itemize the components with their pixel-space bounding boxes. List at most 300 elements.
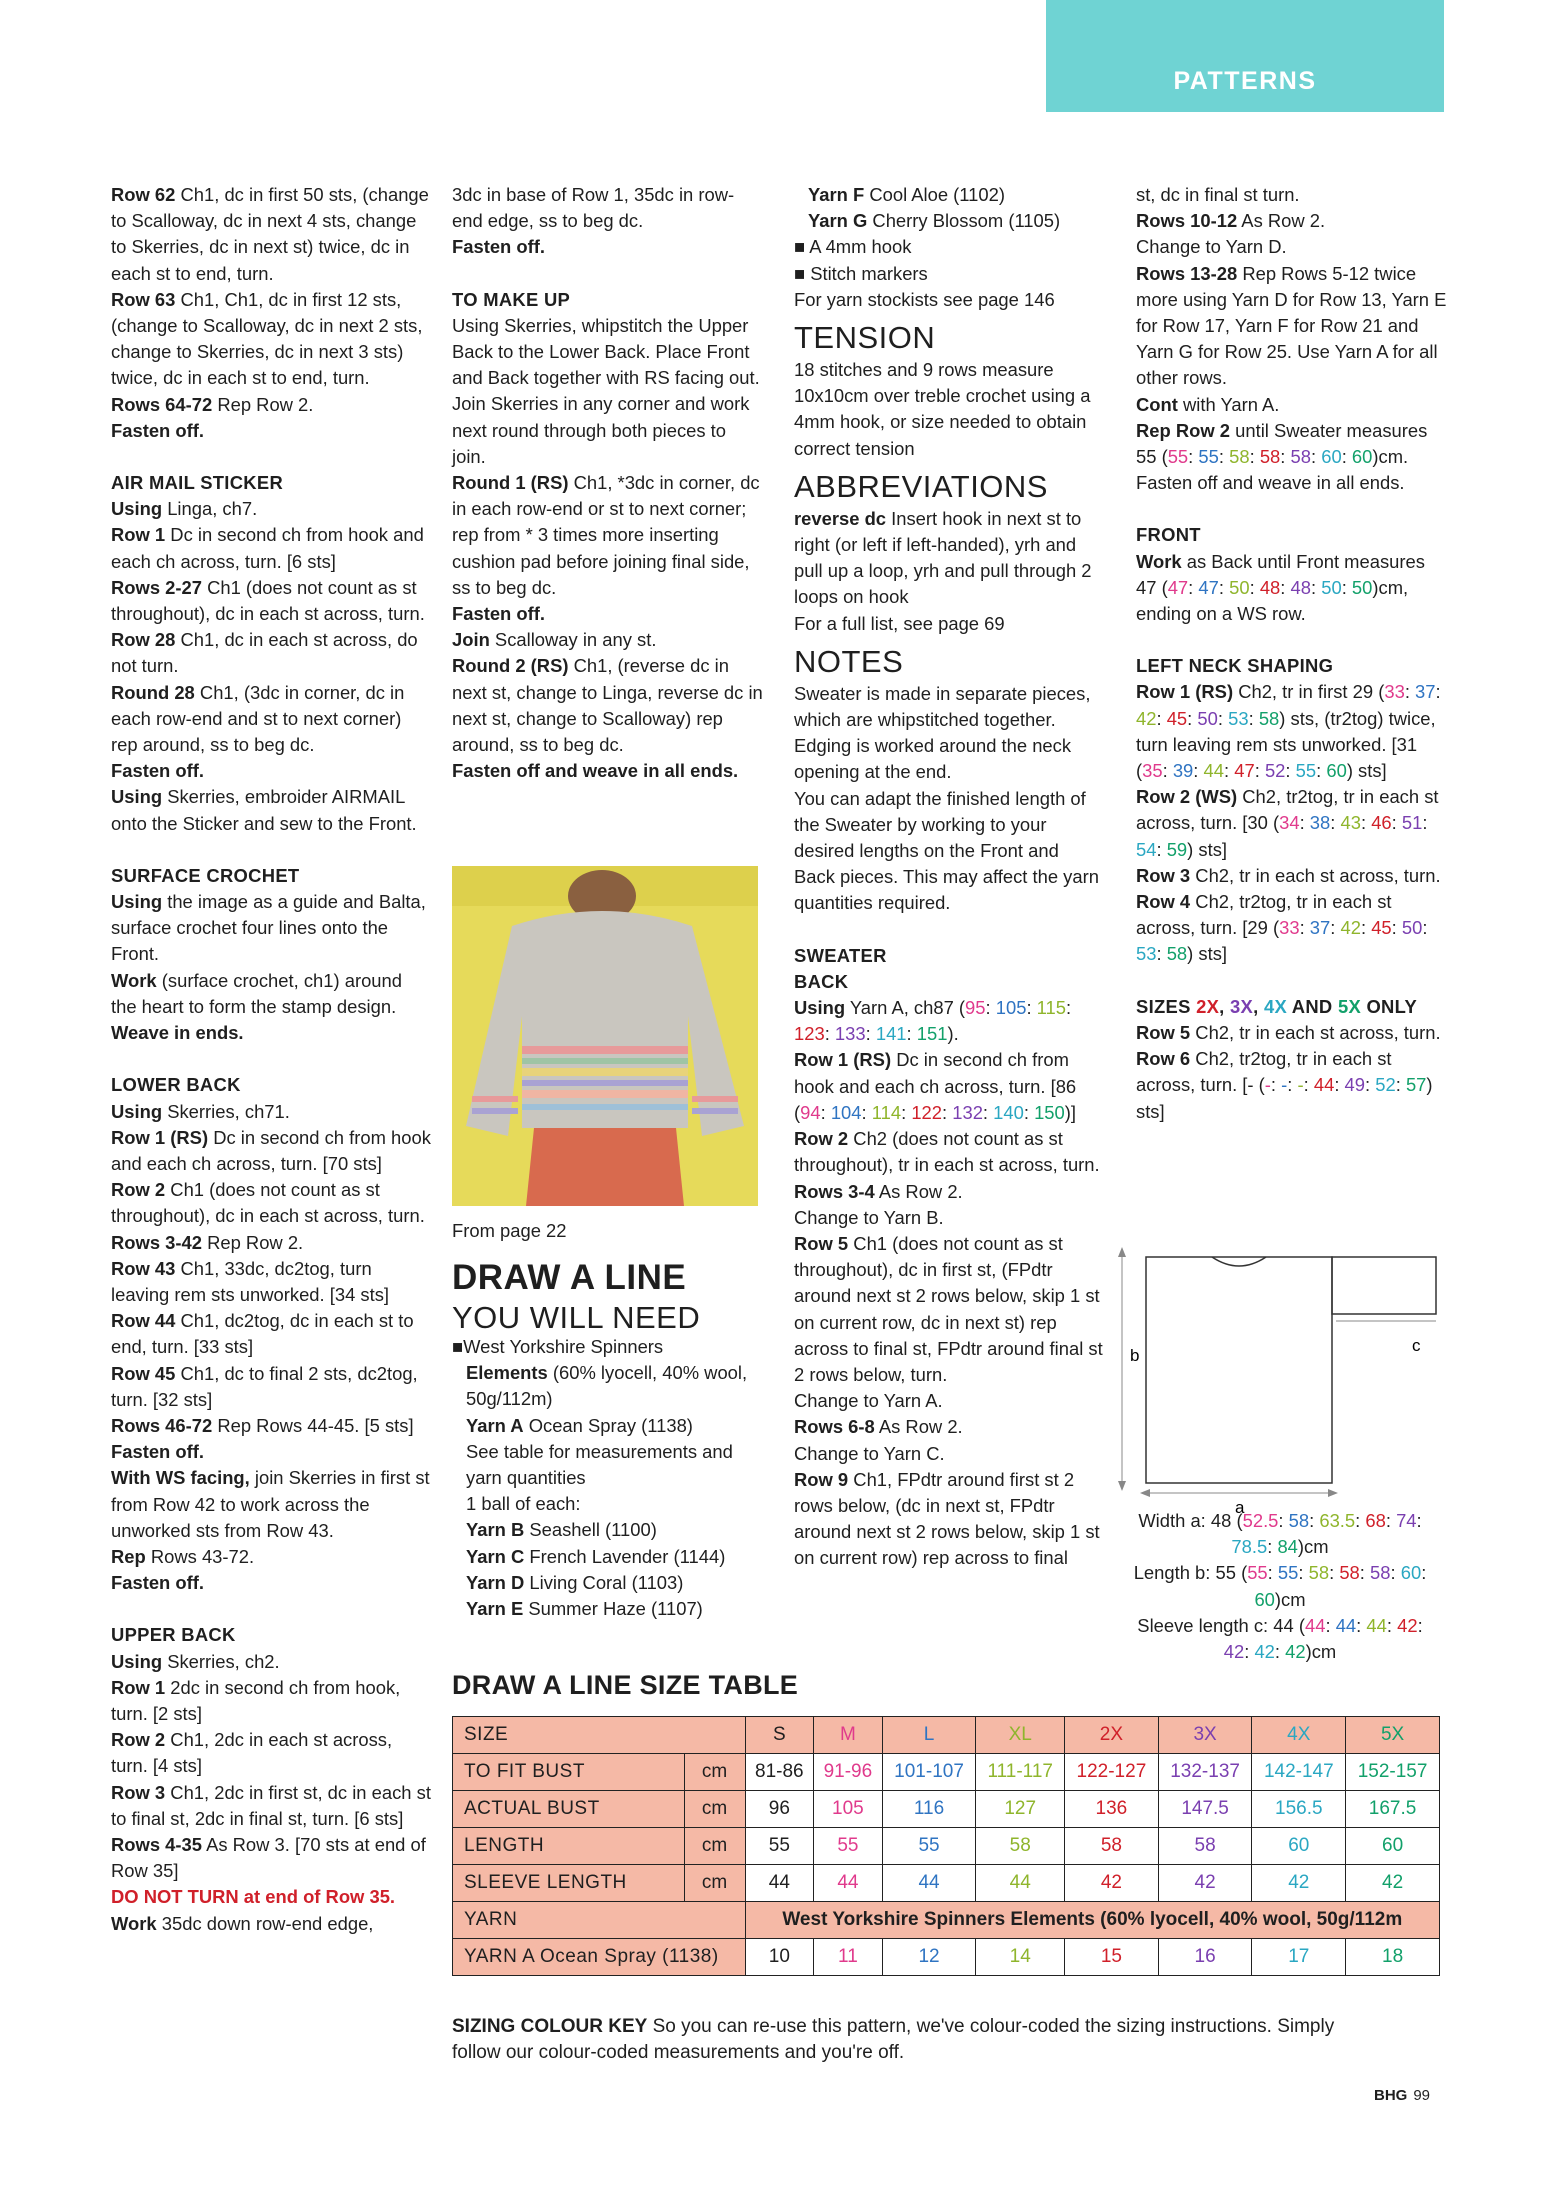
spacer xyxy=(111,837,431,863)
instruction xyxy=(794,287,1104,313)
instruction-label: Cont xyxy=(1136,393,1178,415)
instruction-label: Yarn F xyxy=(808,184,865,205)
instruction xyxy=(111,1439,431,1465)
instruction xyxy=(111,1256,431,1308)
instruction-text: Rep Rows 44-45. [5 sts] xyxy=(212,1414,414,1436)
instruction xyxy=(111,1361,431,1413)
instruction xyxy=(111,680,431,759)
size-value: 47 xyxy=(1198,576,1219,598)
table-cell: 91-96 xyxy=(814,1754,883,1791)
size-value: 51 xyxy=(1401,812,1423,834)
instruction-text: For yarn stockists see page 146 xyxy=(794,288,1055,310)
size-value: 33 xyxy=(1279,917,1300,939)
instruction-label: Rep xyxy=(111,1545,146,1567)
instruction-label: Fasten off. xyxy=(452,236,545,258)
table-cell: 58 xyxy=(1158,1828,1252,1865)
table-row xyxy=(453,1865,1440,1902)
instruction-text: Ch2, tr2tog, tr in each st across, turn. [29 ( xyxy=(1136,891,1392,939)
instruction-label: Row 43 xyxy=(111,1257,176,1279)
instruction-label: Row 1 xyxy=(111,1676,166,1698)
instruction-text: Linga, ch7. xyxy=(162,498,258,520)
size-value: 55 xyxy=(1247,1562,1268,1584)
section-heading: LEFT NECK SHAPING xyxy=(1136,655,1334,677)
instruction-label: reverse dc xyxy=(794,507,887,529)
material-item xyxy=(452,1360,752,1412)
instruction xyxy=(794,1467,1104,1572)
instruction xyxy=(111,182,431,287)
instruction-label: Rows 3-4 xyxy=(794,1180,875,1202)
size-value: 58 xyxy=(1370,1562,1391,1584)
size-value: 45 xyxy=(1371,917,1392,939)
sweater-photo xyxy=(452,866,758,1206)
instruction-label: ■ xyxy=(794,262,806,284)
size-label: 4X xyxy=(1263,995,1288,1017)
table-cell: 55 xyxy=(882,1828,976,1865)
size-value: 44 xyxy=(1366,1614,1387,1636)
table-header-row xyxy=(453,1717,1440,1754)
instruction-label: Row 1 (RS) xyxy=(794,1049,892,1071)
size-value: 34 xyxy=(1279,812,1300,834)
table-cell: 55 xyxy=(745,1828,814,1865)
table-cell: 96 xyxy=(745,1791,814,1828)
materials-list xyxy=(452,1334,752,1622)
size-value: 53 xyxy=(1136,943,1157,965)
instruction-text: Ch1, dc2tog, dc in each st to end, turn. [33 sts] xyxy=(111,1310,414,1358)
material-text: Seashell (1100) xyxy=(524,1519,657,1541)
size-value: 37 xyxy=(1309,917,1331,939)
spacer xyxy=(1136,968,1448,994)
instruction xyxy=(794,1414,1104,1440)
size-value: 58 xyxy=(1290,446,1311,468)
instruction-label: ■ xyxy=(794,236,806,258)
size-value: 58 xyxy=(1166,943,1188,965)
table-row xyxy=(453,1828,1440,1865)
instruction-text: As Row 2. xyxy=(1237,210,1326,232)
instruction-label: Rows 13-28 xyxy=(1136,262,1238,284)
table-cell: 127 xyxy=(976,1791,1065,1828)
instruction-text: Ch2, tr in first 29 ( xyxy=(1233,681,1385,703)
size-value: 57 xyxy=(1405,1074,1427,1096)
size-value: 47 xyxy=(1167,576,1189,598)
size-value: 105 xyxy=(995,997,1027,1019)
table-row xyxy=(453,1791,1440,1828)
section-tab xyxy=(1046,0,1444,112)
table-cell: 132-137 xyxy=(1158,1754,1252,1791)
instruction-label: Row 1 xyxy=(111,524,166,546)
instruction-text: Rep Row 2. xyxy=(201,1231,304,1253)
spacer xyxy=(1136,496,1448,522)
instruction-text: Ch1 (does not count as st throughout), dc in first st, (FPdtr around next st 2 rows below, skip 1 st on current row, dc in next st) rep across to final st, FPdtr around final st 2 rows below, turn. xyxy=(794,1232,1103,1385)
photo-caption: From page 22 xyxy=(452,1220,567,1241)
instruction-text: Dc in second ch from hook and each ch across, turn. [70 sts] xyxy=(111,1126,431,1174)
sweater-schematic xyxy=(1100,1245,1440,1515)
size-value: 123 xyxy=(794,1023,825,1045)
section-heading: AIR MAIL STICKER xyxy=(111,472,284,494)
size-value: 44 xyxy=(1335,1614,1357,1636)
instruction xyxy=(111,496,431,522)
instruction-label: Rows 4-35 xyxy=(111,1833,202,1855)
instruction-label: Row 6 xyxy=(1136,1048,1191,1070)
size-value: 53 xyxy=(1228,707,1249,729)
instruction xyxy=(1136,208,1448,234)
table-row xyxy=(453,1939,1440,1976)
material-label: Yarn A xyxy=(466,1414,524,1436)
size-value: 49 xyxy=(1344,1074,1366,1096)
instruction xyxy=(111,1780,431,1832)
instruction-text: Dc in second ch from hook and each ch across, turn. [86 ( xyxy=(794,1049,1077,1123)
instruction-label: Row 63 xyxy=(111,288,176,310)
diagram-label-c: c xyxy=(1412,1336,1421,1355)
spacer xyxy=(1136,627,1448,653)
instruction-label: Row 2 xyxy=(111,1729,166,1751)
instruction xyxy=(794,1205,1104,1231)
instruction-label: Row 62 xyxy=(111,184,176,205)
instruction-label: Rows 46-72 xyxy=(111,1414,213,1436)
measurement-value: 44 xyxy=(1273,1614,1294,1636)
instruction xyxy=(452,653,764,758)
size-value: 42 xyxy=(1285,1641,1306,1663)
instruction xyxy=(794,611,1104,637)
yarn-value-cell: West Yorkshire Spinners Elements (60% lyocell, 40% wool, 50g/112m xyxy=(745,1902,1439,1939)
size-value: 55 xyxy=(1167,446,1189,468)
table-header-label: SIZE xyxy=(453,1717,746,1754)
section-heading: BACK xyxy=(794,970,849,992)
instruction-text: Join Skerries in any corner and work next round through both pieces to join. xyxy=(452,393,750,467)
row-label: YARN xyxy=(453,1902,746,1939)
instruction-text: Ch1, dc to final 2 sts, dc2tog, turn. [32 sts] xyxy=(111,1362,418,1410)
finished-measurements xyxy=(1130,1508,1430,1665)
instruction-text: Ch1 (does not count as st throughout), dc in each st across, turn. xyxy=(111,576,425,625)
section-heading: UPPER BACK xyxy=(111,1624,236,1646)
key-title: SIZING COLOUR KEY xyxy=(452,2016,648,2037)
table-cell: 17 xyxy=(1252,1939,1346,1976)
instruction xyxy=(111,1230,431,1256)
instruction-text: (surface crochet, ch1) around the heart to form the stamp design. xyxy=(111,969,402,1017)
size-label: 2X xyxy=(1196,995,1220,1017)
page-footer xyxy=(1374,2087,1430,2104)
spacer xyxy=(794,917,1104,943)
instruction xyxy=(794,357,1104,462)
instruction: Rep Row 2 until Sweater measures 55 (55: 55: 58: 58: 58: 60: 60)cm. xyxy=(1136,419,1428,468)
size-value: 54 xyxy=(1136,838,1157,860)
size-label: 5X xyxy=(1337,995,1362,1017)
material-text: French Lavender (1144) xyxy=(524,1545,726,1567)
size-value: 50 xyxy=(1197,707,1218,729)
table-cell: 58 xyxy=(976,1828,1065,1865)
bullet-icon: ■ xyxy=(452,1336,464,1357)
instruction-text: Ch2, tr2tog, tr in each st across, turn. [30 ( xyxy=(1136,786,1439,834)
size-value: 42 xyxy=(1136,707,1157,729)
section-heading: TENSION xyxy=(794,320,936,356)
table-cell: 10 xyxy=(745,1939,814,1976)
table-cell: 122-127 xyxy=(1065,1754,1159,1791)
size-value: 60 xyxy=(1351,446,1373,468)
size-value: 43 xyxy=(1340,812,1361,834)
instruction-text: Scalloway in any st. xyxy=(489,629,657,651)
instruction xyxy=(794,1441,1104,1467)
instruction xyxy=(452,470,764,601)
instruction-label: Work xyxy=(111,969,157,991)
table-cell: 60 xyxy=(1252,1828,1346,1865)
instruction-text: Insert hook in next st to right (or left if left-handed), yrh and pull up a loop, yrh and pull through 2 loops on hook xyxy=(794,507,1092,608)
material-label: Yarn B xyxy=(466,1519,525,1541)
material-text: West Yorkshire Spinners xyxy=(463,1336,664,1357)
instruction xyxy=(111,1911,431,1937)
material-item xyxy=(452,1596,752,1622)
instruction-text: 2dc in second ch from hook, turn. [2 sts] xyxy=(111,1676,401,1724)
measurement-value: 55 xyxy=(1215,1562,1236,1584)
measurement-label: Sleeve length c: xyxy=(1137,1614,1274,1636)
instruction-text: Ch1, (3dc in corner, dc in each row-end and st to next corner) rep around, ss to beg dc. xyxy=(111,681,405,756)
size-value: 55 xyxy=(1198,446,1219,468)
material-item xyxy=(452,1491,752,1517)
instruction-label: Fasten off and weave in all ends. xyxy=(452,760,739,782)
material-text: 1 ball of each: xyxy=(466,1493,581,1515)
table-cell: 58 xyxy=(1065,1828,1159,1865)
instruction xyxy=(1136,470,1448,496)
size-column-header: 3X xyxy=(1158,1717,1252,1754)
instruction-text: Ch1, (reverse dc in next st, change to Linga, reverse dc in next st, change to Scalloway) rep around, ss to beg dc. xyxy=(452,655,763,756)
section-heading: LOWER BACK xyxy=(111,1074,241,1096)
row-unit: cm xyxy=(684,1791,745,1828)
table-cell: 142-147 xyxy=(1252,1754,1346,1791)
size-value: 58 xyxy=(1288,1510,1310,1531)
size-value: - xyxy=(1297,1074,1304,1096)
instruction-label: Row 2 xyxy=(794,1128,849,1150)
spacer xyxy=(452,261,764,287)
material-label: Elements xyxy=(466,1362,548,1384)
table-row xyxy=(453,1902,1440,1939)
instruction-label: Using xyxy=(111,891,163,913)
instruction: Row 2 (WS) Ch2, tr2tog, tr in each st across, turn. [30 (34: 38: 43: 46: 51: 54: 59) sts] xyxy=(1136,786,1439,860)
measurement-label: Width a: xyxy=(1138,1510,1211,1531)
instruction-label: Rows 10-12 xyxy=(1136,210,1238,232)
size-value: 52.5 xyxy=(1242,1510,1279,1531)
instruction-text: as Back until Front measures 47 ( xyxy=(1136,550,1425,598)
section-heading: SWEATER xyxy=(794,944,887,966)
size-value: 141 xyxy=(875,1023,907,1045)
instruction-text: until Sweater measures 55 ( xyxy=(1136,419,1428,468)
material-item xyxy=(452,1413,752,1439)
size-column-header: S xyxy=(745,1717,814,1754)
instruction xyxy=(794,1126,1104,1178)
instruction-text: For a full list, see page 69 xyxy=(794,612,1005,634)
row-label: TO FIT BUST xyxy=(453,1754,685,1791)
material-text: Ocean Spray (1138) xyxy=(523,1414,693,1436)
instruction xyxy=(111,784,431,836)
instruction-label: With WS facing, xyxy=(111,1467,250,1489)
instruction xyxy=(111,287,431,392)
instruction xyxy=(111,1727,431,1779)
size-column-header: 2X xyxy=(1065,1717,1159,1754)
instruction xyxy=(1136,234,1448,260)
instruction-label: Row 44 xyxy=(111,1310,176,1332)
table-cell: 101-107 xyxy=(882,1754,976,1791)
instruction: Using Yarn A, ch87 (95: 105: 115: 123: 133: 141: 151). xyxy=(794,997,1072,1045)
instruction xyxy=(111,1099,431,1125)
material-item xyxy=(452,1570,752,1596)
table-cell: 42 xyxy=(1346,1865,1440,1902)
instruction-label: Row 5 xyxy=(794,1232,849,1254)
instruction-label: Weave in ends. xyxy=(111,1022,244,1044)
table-cell: 152-157 xyxy=(1346,1754,1440,1791)
instruction-label: Row 4 xyxy=(1136,891,1191,913)
row-label: SLEEVE LENGTH xyxy=(453,1865,685,1902)
size-value: 104 xyxy=(830,1101,862,1123)
instruction-label: Row 9 xyxy=(794,1468,849,1490)
size-table xyxy=(452,1716,1440,1976)
instruction-label: Row 5 xyxy=(1136,1021,1191,1043)
instruction-text: 35dc down row-end edge, xyxy=(156,1912,374,1934)
instruction-text: Ch2, tr in each st across, turn. xyxy=(1190,864,1441,886)
page-number: 99 xyxy=(1413,2087,1431,2104)
measurement-label: Length b: xyxy=(1133,1562,1216,1584)
table-cell: 44 xyxy=(976,1865,1065,1902)
instruction xyxy=(794,182,1104,208)
instruction xyxy=(111,1544,431,1570)
section-heading: TO MAKE UP xyxy=(452,288,571,310)
table-cell: 136 xyxy=(1065,1791,1159,1828)
size-value: 44 xyxy=(1304,1614,1326,1636)
instruction-text: Change to Yarn D. xyxy=(1136,236,1287,258)
size-value: 46 xyxy=(1371,812,1392,834)
section-heading: FRONT xyxy=(1136,524,1201,546)
material-label: Yarn E xyxy=(466,1598,524,1620)
instruction xyxy=(794,208,1104,234)
row-unit: cm xyxy=(684,1865,745,1902)
instruction xyxy=(111,1649,431,1675)
instruction xyxy=(794,506,1104,611)
size-value: 95 xyxy=(965,997,986,1019)
instruction-label: Work xyxy=(111,1912,157,1934)
instruction xyxy=(111,575,431,627)
column-1 xyxy=(111,182,431,1937)
material-label: Yarn C xyxy=(466,1545,525,1567)
instruction: Row 4 Ch2, tr2tog, tr in each st across, turn. [29 (33: 37: 42: 45: 50: 53: 58) sts] xyxy=(1136,891,1428,965)
sizing-colour-key xyxy=(452,2014,1352,2066)
instruction-label: Using xyxy=(111,1100,163,1122)
instruction-text: Ch1, Ch1, dc in first 12 sts, (change to Scalloway, dc in next 2 sts, change to Skerries, dc in next 3 sts) twice, dc in each st to end, turn. xyxy=(111,288,423,389)
instruction-label: Using xyxy=(794,997,846,1019)
instruction xyxy=(452,313,764,392)
instruction-label: Rows 64-72 xyxy=(111,393,213,415)
instruction xyxy=(111,1832,431,1884)
size-value: 39 xyxy=(1172,760,1194,782)
instruction-text: As Row 2. xyxy=(874,1416,963,1438)
instruction-label: Row 1 (RS) xyxy=(1136,681,1234,703)
instruction xyxy=(111,1308,431,1360)
instruction-text: Ch2, tr in each st across, turn. xyxy=(1190,1021,1441,1043)
measurement-line: Sleeve length c: 44 (44: 44: 44: 42: 42: 42: 42)cm xyxy=(1137,1614,1423,1663)
table-cell: 60 xyxy=(1346,1828,1440,1865)
instruction-label: Using xyxy=(111,498,163,520)
instruction-text: 18 stitches and 9 rows measure 10x10cm over treble crochet using a 4mm hook, or size needed to obtain correct tension xyxy=(794,359,1091,459)
instruction xyxy=(452,182,764,234)
instruction-label: Fasten off. xyxy=(111,419,204,441)
table-cell: 11 xyxy=(814,1939,883,1976)
table-cell: 116 xyxy=(882,1791,976,1828)
size-value: 50 xyxy=(1351,576,1373,598)
instruction: Row 1 (RS) Dc in second ch from hook and each ch across, turn. [86 (94: 104: 114: 122: 132: 140: 150)] xyxy=(794,1049,1077,1123)
size-value: 50 xyxy=(1321,576,1342,598)
material-item xyxy=(452,1334,752,1360)
instruction: Work as Back until Front measures 47 (47: 47: 50: 48: 48: 50: 50)cm, ending on a WS row. xyxy=(1136,550,1425,625)
row-label: LENGTH xyxy=(453,1828,685,1865)
instruction-label: Join xyxy=(452,629,490,651)
size-value: 58 xyxy=(1259,446,1281,468)
size-value: 140 xyxy=(993,1101,1024,1123)
size-value: 52 xyxy=(1375,1074,1396,1096)
instruction xyxy=(111,1125,431,1177)
instruction xyxy=(1136,863,1448,889)
table-cell: 16 xyxy=(1158,1939,1252,1976)
size-value: 114 xyxy=(871,1101,902,1123)
instruction-text: Stitch markers xyxy=(805,262,928,284)
instruction-text: Yarn A, ch87 ( xyxy=(845,997,966,1019)
section-heading: NOTES xyxy=(794,643,904,679)
table-cell: 44 xyxy=(814,1865,883,1902)
row-label: YARN A Ocean Spray (1138) xyxy=(453,1939,746,1976)
size-value: 58 xyxy=(1258,707,1280,729)
size-value: 44 xyxy=(1203,760,1224,782)
material-item xyxy=(452,1517,752,1543)
instruction xyxy=(111,418,431,444)
size-column-header: M xyxy=(814,1717,883,1754)
table-cell: 81-86 xyxy=(745,1754,814,1791)
instruction xyxy=(452,391,764,470)
instruction-text: Ch1, FPdtr around first st 2 rows below, (dc in next st, FPdtr around next st 2 rows below, skip 1 st on current row) rep across to final xyxy=(794,1468,1100,1569)
instruction-text: Ch1, 2dc in each st across, turn. [4 sts] xyxy=(111,1729,393,1777)
instruction-text: As Row 2. xyxy=(874,1180,963,1202)
instruction-text: Skerries, embroider AIRMAIL onto the Sticker and sew to the Front. xyxy=(111,786,417,834)
spacer xyxy=(111,1596,431,1622)
instruction-text: Fasten off and weave in all ends. xyxy=(1136,472,1405,494)
size-value: 60 xyxy=(1254,1588,1275,1610)
size-value: 50 xyxy=(1229,576,1250,598)
size-column-header: 5X xyxy=(1346,1717,1440,1754)
instruction-text: Cool Aloe (1102) xyxy=(864,184,1005,205)
table-cell: 42 xyxy=(1252,1865,1346,1902)
instruction-label: Row 28 xyxy=(111,629,176,651)
instruction-text: As Row 3. [70 sts at end of Row 35] xyxy=(111,1833,426,1882)
table-cell: 42 xyxy=(1158,1865,1252,1902)
table-cell: 105 xyxy=(814,1791,883,1828)
instruction xyxy=(1136,1020,1448,1046)
size-value: 63.5 xyxy=(1319,1510,1356,1531)
size-value: 150 xyxy=(1034,1101,1065,1123)
instruction xyxy=(111,1570,431,1596)
instruction xyxy=(794,1179,1104,1205)
instruction-text: st, dc in final st turn. xyxy=(1136,184,1300,205)
measurement-value: 48 xyxy=(1210,1510,1232,1531)
size-value: 115 xyxy=(1036,997,1066,1019)
column-3 xyxy=(794,182,1104,1572)
instruction-label: Round 28 xyxy=(111,681,195,703)
instruction xyxy=(111,1020,431,1046)
section-heading: ABBREVIATIONS xyxy=(794,468,1048,504)
size-value: 37 xyxy=(1415,681,1436,703)
size-column-header: 4X xyxy=(1252,1717,1346,1754)
instruction xyxy=(1136,261,1448,392)
size-value: - xyxy=(1281,1074,1288,1096)
warning-text: DO NOT TURN at end of Row 35. xyxy=(111,1886,396,1908)
size-value: 47 xyxy=(1234,760,1255,782)
size-value: 35 xyxy=(1142,760,1163,782)
size-value: - xyxy=(1264,1074,1271,1096)
instruction-text: Rep Rows 5-12 twice more using Yarn D for Row 13, Yarn E for Row 17, Yarn F for Row 21 and Yarn G for Row 25. Use Yarn A for all other rows. xyxy=(1136,262,1447,389)
size-value: 84 xyxy=(1277,1536,1298,1558)
spacer xyxy=(111,444,431,470)
